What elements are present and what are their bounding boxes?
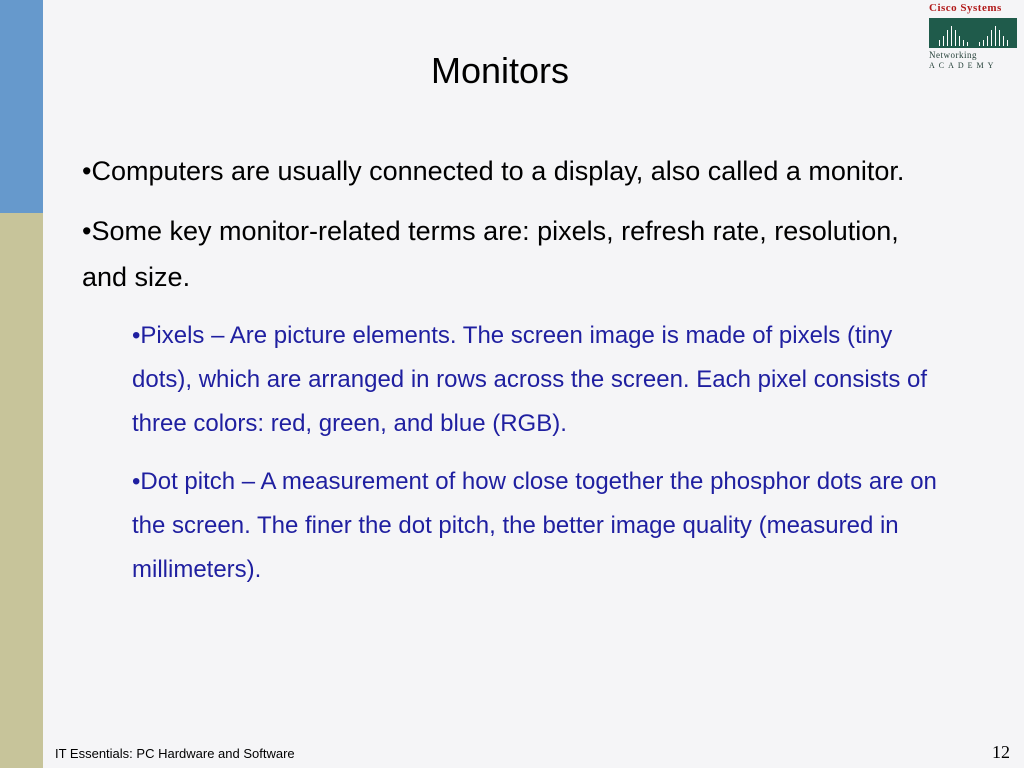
slide-body <box>82 148 942 606</box>
subbullet-dot-pitch: •Dot pitch – A measurement of how close together the phosphor dots are on the screen. The finer the dot pitch, the better image quality (measured in millimeters). <box>132 468 937 583</box>
bridge-icon <box>929 18 1017 48</box>
logo-networking: Networking <box>929 50 977 60</box>
bridge-graphic <box>929 18 1017 48</box>
cisco-logo <box>929 2 1021 76</box>
logo-brand: Cisco Systems <box>929 2 1002 14</box>
left-accent-bar-blue <box>0 0 43 213</box>
page-number: 12 <box>992 742 1010 762</box>
subbullet-pixels: •Pixels – Are picture elements. The screen image is made of pixels (tiny dots), which are arranged in rows across the screen. Each pixel consists of three colors: red, green, and blue (RGB). <box>132 322 928 437</box>
slide-title: Monitors <box>430 50 570 91</box>
bullet-display: •Computers are usually connected to a display, also called a monitor. <box>82 156 905 186</box>
footer-course-title: IT Essentials: PC Hardware and Software <box>55 746 295 761</box>
logo-academy: ACADEMY <box>929 61 998 70</box>
left-accent-bar-tan <box>0 213 43 768</box>
bullet-terms: •Some key monitor-related terms are: pixels, refresh rate, resolution, and size. <box>82 216 899 292</box>
